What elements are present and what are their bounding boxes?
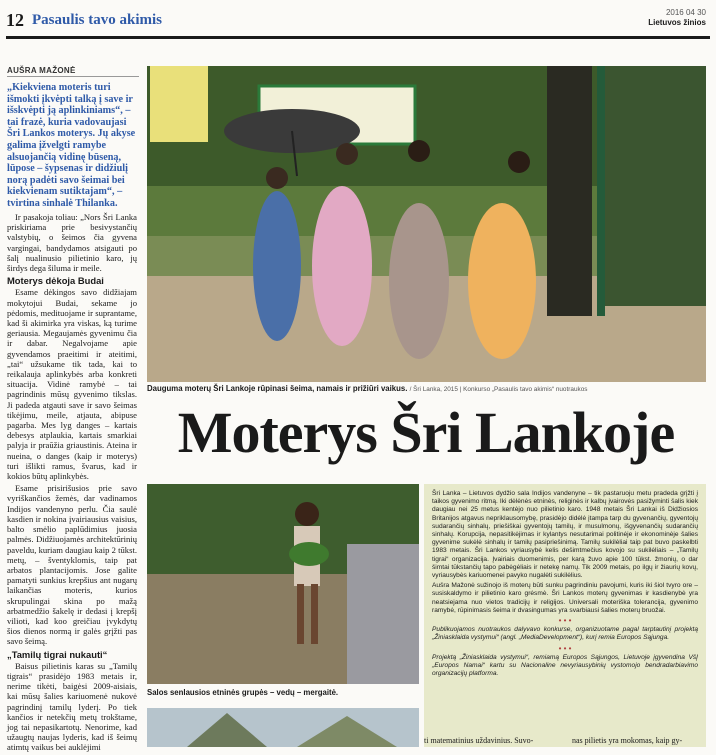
middle-photo-caption xyxy=(147,688,419,697)
photo-girl xyxy=(147,484,419,684)
lead-quote: „Kiekviena moteris turi išmokti įkvėpti talką į save ir išskvėpti ją aplinkiniams“, – tai frazė, kuria vadovaujasi Šri Lankos moterys. Jų akyse galima įžvelgti ramybe alsuojančią vidinę būseną, lūpose – šypsenas ir didžiulį norą padėti savo šeimai bei kiekvienam sutiktajam“, – tvirtina sinhalė Thilanka. xyxy=(7,82,136,209)
photo-women-walking xyxy=(147,66,706,382)
left-column-text xyxy=(7,212,137,755)
paper-name: Lietuvos žinios xyxy=(648,18,706,27)
headline: Moterys Šri Lankoje xyxy=(177,400,675,465)
section-title: Pasaulis tavo akimis xyxy=(32,12,163,28)
subheading: „Tamilų tigrai nukauti“ xyxy=(7,648,108,660)
box-paragraph: Aušra Mažonė sužinojo iš moterų būti sunku pagrindiniu pavojumi, kuris iki šiol tvyro ore – susiskaldymo ir pilietinio karo grėsmė. Šri Lankos moterų gyvenimas ir kasdienybė yra neatsiejama nuo vietos tradicijų ir religijos. Universali moteriška tolerancija, gyvenimo ramybė, rūpinimasis šeima ir dvasingumas yra svarbiausi šalies moterų bruožai. xyxy=(432,582,698,614)
author-rule xyxy=(7,76,139,77)
box-paragraph: Šri Lanka – Lietuvos dydžio sala Indijos vandenyne – tik pastaruoju metu pradeda grįžti į taikos gyvenimo ritmą. Iki dėlėnės etninės, religinės ir kalbų įvairovės pasižyminti šalis kiek daugiau nei 25 metus kentėjo nuo pilietinio karo. 1948 metais Šri Lankai iš Didžiosios Britanijos atgavus nepriklausomybę, prasidėjo didėlė įtampa tarp du gyvenančių, gyventojų sudarančių sinhalų, priešiškai gyventojų tamilų, ir musulmonų, išgyvenančių sudarančių sinhalų. Korupcija, nepasitikėjimas ir kylantys nesutarimai politinėje ir ekonominėje šalies gyvenime sukėlė sinhalų ir tamilų pasipriešinimą. Tamilų sukilėliai taip pat buvo paskelbti 1983 metais. Šri Lankos vyriausybė kelis dešimtmečius kovojo su sukilėliais – „Tamilų tigrai“ organizacija. Įvairiais duomenimis, per karą žuvo apie 100 tūkst. žmonių, o dar šimtai tūkstančių tapo pabėgėliais ir netekę namų. Tik 2009 metais, po ilgų ir žiaurių kovų, vyriausybės kariuomenei pavyko nugalėti sukilėlius. xyxy=(432,490,698,580)
box-italic-text: Publikuojamos nuotraukos dalyvavo konkurse, organizuotame pagal tarptautinį projektą „Žiniasklaida vystymui“ (angl. „MediaDevelopment“), kurį remia Europos Sąjunga. xyxy=(432,626,698,642)
caption-source: / Šri Lanka, 2015 | Konkurso „Pasaulis tavo akimis“ nuotraukos xyxy=(409,386,588,393)
bottom-text-right: nas pilietis yra mokomas, kaip gy- xyxy=(572,736,683,745)
page-header xyxy=(0,0,716,40)
box-paragraph xyxy=(432,626,698,642)
box-italic-text: Projektą „Žiniasklaida vystymui“, remiamą Europos Sąjungos, Lietuvoje įgyvendina VšĮ „Europos Namai“ kartu su Nacionaline nevyriausybinių vystomojo bendradarbiavimo organizacijų platforma. xyxy=(432,653,698,678)
separator-dots: • • • xyxy=(558,643,572,653)
paragraph: Esame prisirišusios prie savo vyriškančios žemės, dar vadinamos Indijos vandenyno perlu. Čia saulė kasdien ir nokina įvairiausius vaisius, balto smėlio paplūdimius juosia palmės. Didžiuojamės architektūrinių paveldu, kuriam daugiau kaip 2 tūkst. metų, – šventyklomis, taip pat arbatos plantacijomis. Jose galite pamatyti sunkius krepšius ant nugarų laikančias moteris, kurios skrupulingai skina po mažą arbatmedžio šakelę ir dedasi į krepšį vilioti, kad koo greičiau įvykdytų šios dienos normą ir galės grįžti pas savo šeimą. xyxy=(7,483,137,647)
page-number: 12 xyxy=(6,10,24,30)
issue-date: 2016 04 30 xyxy=(665,8,706,17)
top-photo-caption xyxy=(147,384,706,393)
paragraph: Esame dėkingos savo didžiajam mokytojui Budai, sekame jo pėdomis, medituojame ir suprantame, kad ši akimirka yra viskas, ką turime geriausia. Megaujamės gyvenimu čia ir dabar. Negalvojame apie gyvendamos praeitimi ir ateitimi, „tai“ užsukame tik tada, kai to reikalauja aplinkybės arba konkreti situacija. Vidinė ramybė – tai pagrindinis mūsų gyvenimo tikslas. Ji padeda atgauti save ir savo šeimas tikėjimu, meile, atjauta, abipuse pagarba. Mes lyg danges – kartais debesys atplaukia, kartais smarkiai palyja ir praūžia griaustinis. Ateina ir nueina, o danges (kaip ir moterys) turi išlikti ramus, švarus, kad ir kokios būtų aplinkybės. xyxy=(7,287,137,482)
masthead-info xyxy=(648,8,706,28)
separator-dots: • • • xyxy=(558,616,572,626)
photo-bottom xyxy=(147,708,419,747)
author-name: AUŠRA MAŽONĖ xyxy=(7,66,76,75)
paragraph: Baisus pilietinis karas su „Tamilų tigrais“ prasidėjo 1983 metais ir, nerime tikėti, baigėsi 2009-aisiais, kai mūsų šalies kariuomenė nukovė pagrindinį tamilų lyderį. Po tiek kančios ir netekčių metų trokštame, jog tai nepasikartotų. Nenorime, kad užaugtų naujas lyderis, kad iš šeimų atimtų vaikus bei auklėjimi xyxy=(7,660,137,753)
caption-text: Dauguma moterų Šri Lankoje rūpinasi šeima, namais ir prižiūri vaikus. xyxy=(147,384,408,393)
subheading: Moterys dėkoja Budai xyxy=(7,275,104,287)
box-paragraph xyxy=(432,654,698,679)
info-box-text xyxy=(432,490,698,680)
paragraph: Ir pasakoja toliau: „Nors Šri Lanka priskiriama prie besivystančių valstybių, o šeimos čia gyvena vargingai, bandydamos atsigauti po šalį nualinusio pilietinio karo, jų širdys dega šiluma ir meile. xyxy=(7,212,137,274)
bottom-text-left: ti matematinius uždavinius. Suvo- xyxy=(424,736,534,745)
caption-text: Salos senlausios etninės grupės – vedų – mergaitė. xyxy=(147,688,339,697)
header-rule xyxy=(6,36,710,39)
